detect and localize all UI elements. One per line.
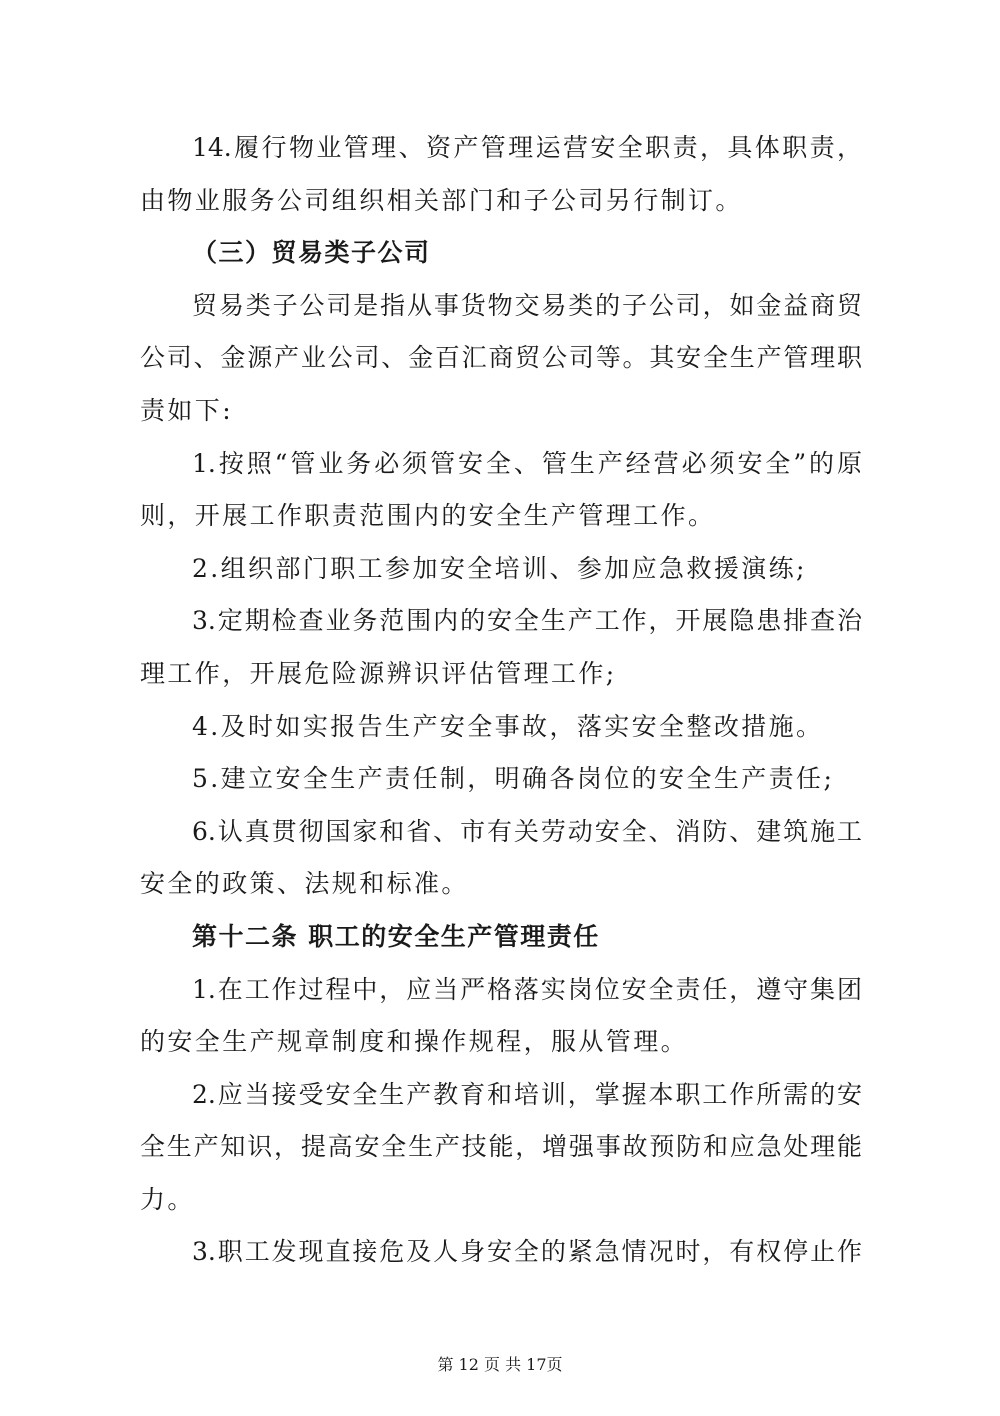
text-line: 3.职工发现直接危及人身安全的紧急情况时，有权停止作	[192, 1237, 862, 1267]
text-line: 2.应当接受安全生产教育和培训，掌握本职工作所需的安	[192, 1079, 862, 1109]
text-line: 理工作，开展危险源辨识评估管理工作;	[140, 658, 617, 688]
text-line: 4.及时如实报告生产安全事故，落实安全整改措施。	[192, 711, 824, 741]
text-line: 全生产知识，提高安全生产技能，增强事故预防和应急处理能	[140, 1132, 862, 1162]
text-line: 则，开展工作职责范围内的安全生产管理工作。	[140, 501, 716, 531]
text-line: 14.履行物业管理、资产管理运营安全职责，具体职责，	[192, 133, 862, 162]
text-line: 公司、金源产业公司、金百汇商贸公司等。其安全生产管理职	[140, 343, 862, 373]
text-line: 贸易类子公司是指从事货物交易类的子公司，如金益商贸	[192, 290, 862, 320]
page-footer: 第 12 页 共 17页	[437, 1355, 563, 1374]
document-body	[140, 122, 862, 1279]
text-line: 1.在工作过程中，应当严格落实岗位安全责任，遵守集团	[192, 974, 862, 1004]
text-line: 5.建立安全生产责任制，明确各岗位的安全生产责任;	[192, 764, 835, 794]
text-line: 2.组织部门职工参加安全培训、参加应急救援演练;	[192, 553, 807, 583]
text-line: 6.认真贯彻国家和省、市有关劳动安全、消防、建筑施工	[192, 816, 862, 846]
text-line: 1.按照“管业务必须管安全、管生产经营必须安全”的原	[192, 448, 862, 478]
text-line: 的安全生产规章制度和操作规程，服从管理。	[140, 1027, 689, 1057]
section-heading: 第十二条 职工的安全生产管理责任	[192, 921, 600, 951]
text-line: 安全的政策、法规和标准。	[140, 869, 469, 899]
text-line: 责如下:	[140, 395, 234, 425]
text-line: 力。	[140, 1184, 195, 1214]
text-line: 3.定期检查业务范围内的安全生产工作，开展隐患排查治	[192, 606, 862, 636]
section-heading: （三）贸易类子公司	[192, 238, 431, 268]
text-line: 由物业服务公司组织相关部门和子公司另行制订。	[140, 185, 743, 215]
